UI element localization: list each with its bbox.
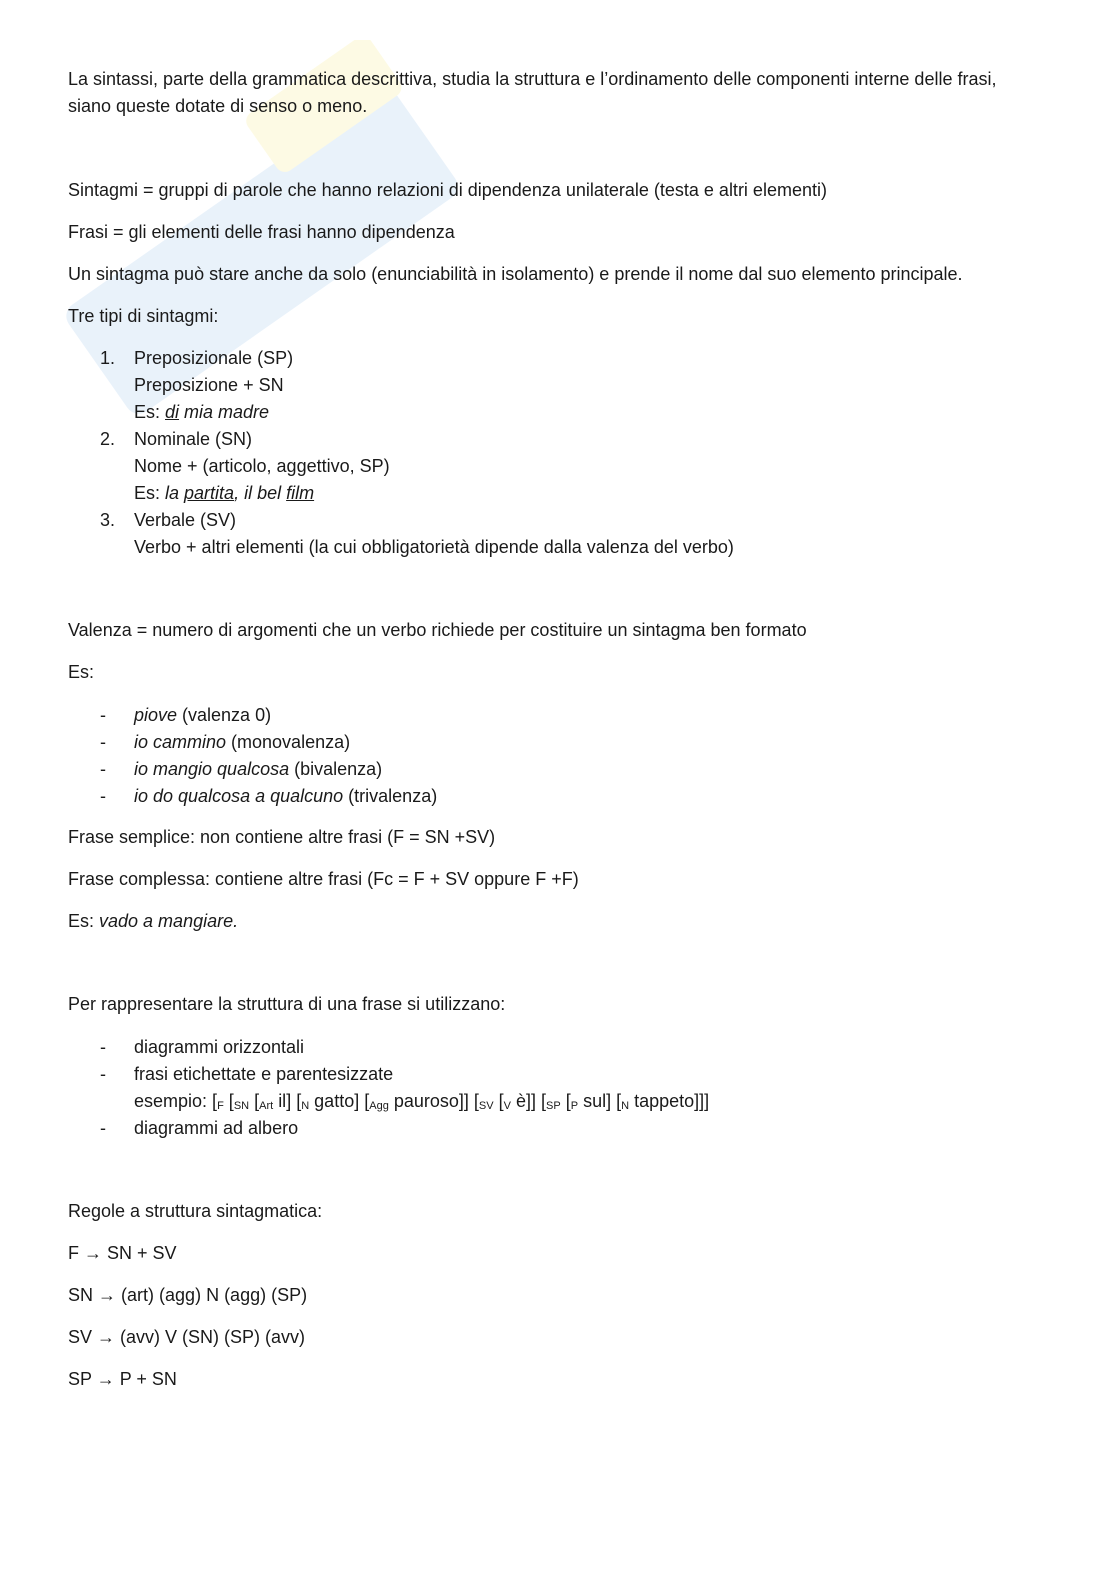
list-item: diagrammi orizzontali (134, 1037, 305, 1057)
frase-complessa: Frase complessa: contiene altre frasi (Fc = F + SV oppure F +F) (68, 869, 579, 889)
arrow-icon: → (96, 1369, 115, 1389)
valenza-definition: Valenza = numero di argomenti che un verbo richiede per costituire un sintagma ben formato (68, 620, 807, 640)
list-dash: - (100, 759, 106, 779)
def-tipi: Tre tipi di sintagmi: (68, 306, 219, 326)
arrow-icon: → (98, 1285, 117, 1305)
frase-example: Es: vado a mangiare. (68, 911, 239, 931)
type-rule: Verbo + altri elementi (la cui obbligatorietà dipende dalla valenza del verbo) (134, 537, 734, 557)
list-item: diagrammi ad albero (134, 1118, 299, 1138)
type-name: Preposizionale (SP) (134, 348, 294, 368)
list-dash: - (100, 1037, 106, 1057)
list-number: 3. (100, 510, 116, 530)
type-rule: Preposizione + SN (134, 375, 284, 395)
rappresentazione-title: Per rappresentare la struttura di una frase si utilizzano: (68, 994, 506, 1014)
list-item: piove (valenza 0) (134, 705, 272, 725)
intro-paragraph: La sintassi, parte della grammatica descrittiva, studia la struttura e l’ordinamento delle componenti interne delle frasi, siano queste dotate di senso o meno. (68, 69, 997, 116)
arrow-icon: → (97, 1327, 116, 1347)
frase-semplice: Frase semplice: non contiene altre frasi (F = SN +SV) (68, 827, 496, 847)
rule-line: F → SN + SV (68, 1243, 177, 1263)
def-enunciabilita: Un sintagma può stare anche da solo (enunciabilità in isolamento) e prende il nome dal suo elemento principale. (68, 264, 963, 284)
list-item: io cammino (monovalenza) (134, 732, 351, 752)
def-frasi: Frasi = gli elementi delle frasi hanno dipendenza (68, 222, 455, 242)
rule-line: SV → (avv) V (SN) (SP) (avv) (68, 1327, 306, 1347)
list-item: io mangio qualcosa (bivalenza) (134, 759, 383, 779)
list-dash: - (100, 1118, 106, 1138)
list-number: 1. (100, 348, 116, 368)
list-number: 2. (100, 429, 116, 449)
list-item: frasi etichettate e parentesizzate (134, 1064, 394, 1084)
list-dash: - (100, 1064, 106, 1084)
bracketed-example: esempio: [$_F$ [$_{SN}$ [$_{Art}$ il] [$_N$ gatto] [$_{Agg}$ pauroso]] [$_{SV}$ [$_V$ è]] [$_{SP}$ [$_P$ sul] [$_N$ tappeto]]] (134, 1091, 710, 1112)
valenza-es-label: Es: (68, 662, 95, 682)
type-example: Es: di mia madre (134, 402, 270, 422)
type-example: Es: la partita, il bel film (134, 483, 315, 503)
arrow-icon: → (84, 1243, 103, 1263)
list-dash: - (100, 732, 106, 752)
type-rule: Nome + (articolo, aggettivo, SP) (134, 456, 390, 476)
list-dash: - (100, 786, 106, 806)
type-name: Verbale (SV) (134, 510, 237, 530)
regole-title: Regole a struttura sintagmatica: (68, 1201, 323, 1221)
type-name: Nominale (SN) (134, 429, 253, 449)
list-item: io do qualcosa a qualcuno (trivalenza) (134, 786, 438, 806)
def-sintagmi: Sintagmi = gruppi di parole che hanno relazioni di dipendenza unilaterale (testa e altri elementi) (68, 180, 827, 200)
list-dash: - (100, 705, 106, 725)
rule-line: SN → (art) (agg) N (agg) (SP) (68, 1285, 308, 1305)
rule-line: SP → P + SN (68, 1369, 177, 1389)
